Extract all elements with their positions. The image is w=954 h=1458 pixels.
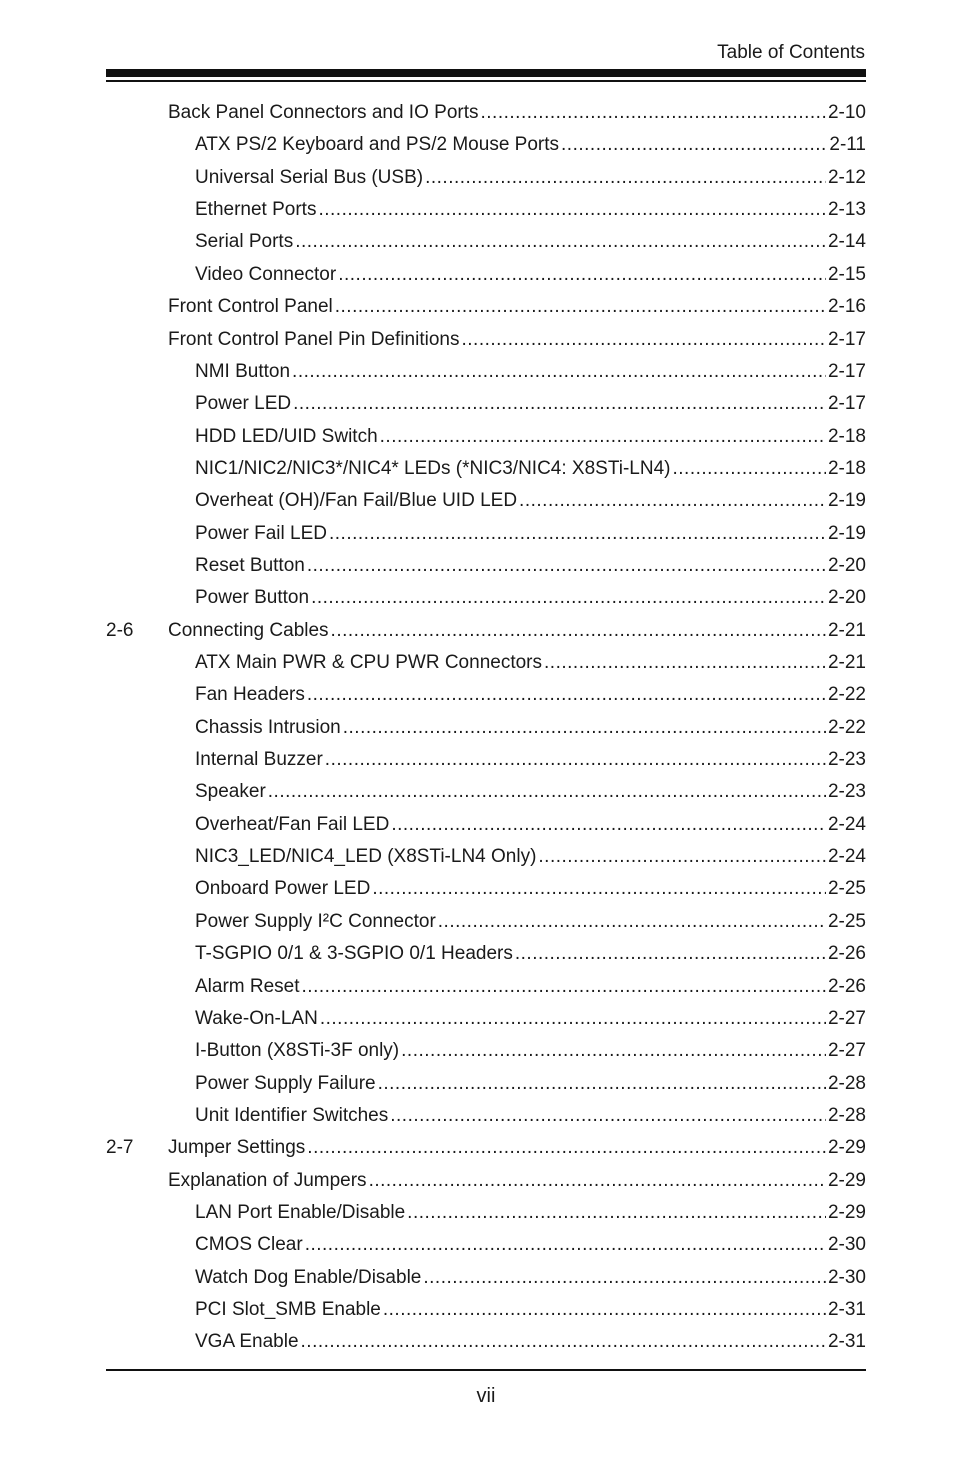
- toc-dot-leader: [538, 841, 826, 873]
- toc-row: [0, 1326, 954, 1358]
- toc-row: [0, 550, 954, 582]
- toc-row: [0, 647, 954, 679]
- toc-page-number: 2-10: [827, 102, 866, 123]
- toc-entry-title: Video Connector: [195, 263, 337, 285]
- toc-row: [0, 259, 954, 291]
- toc-dot-leader: [515, 938, 826, 970]
- toc-dot-leader: [425, 162, 826, 194]
- toc-page-number: 2-26: [827, 943, 866, 965]
- toc-dot-leader: [672, 453, 825, 485]
- toc-row: [0, 1229, 954, 1261]
- toc-dot-leader: [307, 679, 826, 711]
- toc-entry-link[interactable]: [195, 388, 866, 420]
- toc-page-number: 2-22: [827, 684, 866, 706]
- toc-row: [0, 971, 954, 1003]
- toc-dot-leader: [301, 1326, 826, 1358]
- toc-dot-leader: [372, 873, 826, 905]
- toc-row: [0, 776, 954, 808]
- toc-page-number: 2-16: [827, 296, 866, 318]
- toc-dot-leader: [292, 356, 826, 388]
- toc-entry-link[interactable]: [195, 518, 866, 550]
- toc-dot-leader: [302, 971, 826, 1003]
- toc-row: [0, 1294, 954, 1326]
- toc-dot-leader: [268, 776, 826, 808]
- toc-row: [0, 97, 954, 129]
- toc-page-number: 2-24: [827, 813, 866, 835]
- toc-dot-leader: [383, 1294, 826, 1326]
- toc-entry-title: Speaker: [195, 781, 266, 803]
- toc-entry-link[interactable]: [195, 194, 866, 226]
- toc-entry-link[interactable]: [168, 615, 866, 647]
- running-header-title: Table of Contents: [717, 42, 865, 63]
- toc-dot-leader: [390, 1100, 826, 1132]
- toc-entry-title: Watch Dog Enable/Disable: [195, 1266, 422, 1288]
- toc-dot-leader: [305, 1229, 826, 1261]
- toc-page-number: 2-20: [827, 554, 866, 576]
- toc-entry-title: PCI Slot_SMB Enable: [195, 1299, 381, 1320]
- toc-entry-link[interactable]: [195, 550, 866, 582]
- toc-page-number: 2-25: [827, 910, 866, 932]
- toc-row: [0, 938, 954, 970]
- toc-page-number: 2-17: [827, 393, 866, 415]
- toc-dot-leader: [335, 291, 826, 323]
- toc-page-number: 2-23: [827, 781, 866, 803]
- toc-page-number: 2-24: [827, 846, 866, 868]
- toc-page-number: 2-11: [829, 134, 866, 156]
- page-number: vii: [476, 1385, 496, 1407]
- toc-page-number: 2-15: [827, 263, 866, 285]
- toc-entry-link[interactable]: [195, 938, 866, 970]
- toc-entry-link[interactable]: [195, 1326, 866, 1358]
- toc-row: [0, 1035, 954, 1067]
- toc-page-number: 2-17: [827, 328, 866, 350]
- toc-entry-link[interactable]: [195, 162, 866, 194]
- toc-page-number: 2-29: [827, 1169, 866, 1191]
- toc-section-number: 2-7: [106, 1137, 134, 1159]
- toc-dot-leader: [320, 1003, 826, 1035]
- toc-row: [0, 744, 954, 776]
- toc-entry-link[interactable]: [195, 873, 866, 905]
- toc-page-number: 2-18: [827, 457, 866, 479]
- toc-row: [0, 582, 954, 614]
- toc-entry-title: Power LED: [195, 393, 292, 415]
- toc-entry-link[interactable]: [195, 421, 866, 453]
- toc-entry-link[interactable]: [195, 259, 866, 291]
- toc-row: [0, 356, 954, 388]
- toc-entry-title: Fan Headers: [195, 684, 305, 706]
- toc-entry-link[interactable]: [195, 1068, 866, 1100]
- toc-page-number: 2-30: [827, 1266, 866, 1288]
- toc-row: [0, 1197, 954, 1229]
- toc-page-number: 2-23: [827, 749, 866, 770]
- toc-entry-title: Internal Buzzer: [195, 749, 323, 770]
- toc-row: [0, 873, 954, 905]
- toc-entry-title: Serial Ports: [195, 231, 294, 253]
- toc-page-number: 2-30: [827, 1234, 866, 1256]
- toc-entry-title: Power Supply I²C Connector: [195, 910, 436, 932]
- toc-entry-title: NMI Button: [195, 360, 291, 382]
- toc-row: [0, 809, 954, 841]
- header-rule-thin: [106, 80, 866, 82]
- toc-row: [0, 129, 954, 161]
- toc-row: [0, 226, 954, 258]
- toc-dot-leader: [295, 226, 826, 258]
- toc-entry-title: Onboard Power LED: [195, 878, 371, 900]
- toc-dot-leader: [369, 1165, 826, 1197]
- toc-entry-title: Universal Serial Bus (USB): [195, 166, 424, 188]
- toc-entry-title: LAN Port Enable/Disable: [195, 1201, 406, 1223]
- toc-entry-link[interactable]: [195, 776, 866, 808]
- toc-entry-link[interactable]: [195, 356, 866, 388]
- toc-dot-leader: [329, 518, 826, 550]
- toc-entry-link[interactable]: [195, 841, 866, 873]
- toc-page-number: 2-21: [827, 619, 866, 641]
- toc-entry-link[interactable]: [195, 1262, 866, 1294]
- toc-page-number: 2-14: [827, 231, 866, 253]
- toc-page-number: 2-18: [827, 425, 866, 447]
- toc-row: [0, 453, 954, 485]
- toc-dot-leader: [461, 324, 825, 356]
- toc-row: [0, 194, 954, 226]
- toc-entry-link[interactable]: [195, 129, 866, 161]
- toc-entry-title: HDD LED/UID Switch: [195, 425, 378, 447]
- toc-row: [0, 712, 954, 744]
- toc-entry-title: Power Button: [195, 587, 310, 609]
- toc-dot-leader: [338, 259, 826, 291]
- toc-entry-title: Ethernet Ports: [195, 199, 317, 221]
- toc-entry-title: NIC3_LED/NIC4_LED (X8STi-LN4 Only): [195, 846, 537, 868]
- toc-entry-title: Unit Identifier Switches: [195, 1104, 389, 1126]
- toc-entry-link[interactable]: [195, 1100, 866, 1132]
- toc-dot-leader: [407, 1197, 826, 1229]
- toc-row: [0, 291, 954, 323]
- toc-row: [0, 615, 954, 647]
- toc-entry-title: Power Fail LED: [195, 522, 327, 544]
- toc-entry-link[interactable]: [195, 1197, 866, 1229]
- toc-row: [0, 485, 954, 517]
- toc-dot-leader: [423, 1262, 826, 1294]
- toc-page-number: 2-28: [827, 1072, 866, 1094]
- toc-entry-link[interactable]: [195, 1229, 866, 1261]
- toc-dot-leader: [307, 1132, 826, 1164]
- toc-entry-title: ATX PS/2 Keyboard and PS/2 Mouse Ports: [195, 134, 560, 156]
- toc-row: [0, 1068, 954, 1100]
- toc-dot-leader: [318, 194, 826, 226]
- toc-entry-title: Front Control Panel: [168, 296, 333, 318]
- toc-page-number: 2-12: [827, 166, 866, 188]
- toc-entry-link[interactable]: [168, 97, 866, 129]
- toc-entry-title: ATX Main PWR & CPU PWR Connectors: [195, 652, 543, 673]
- footer-rule: [106, 1369, 866, 1371]
- toc-page-number: 2-13: [827, 199, 866, 221]
- toc-page-number: 2-26: [827, 975, 866, 997]
- toc-entry-title: Chassis Intrusion: [195, 716, 341, 738]
- toc-dot-leader: [331, 615, 826, 647]
- toc-entry-title: Front Control Panel Pin Definitions: [168, 328, 460, 350]
- toc-entry-title: Power Supply Failure: [195, 1072, 376, 1094]
- toc-dot-leader: [380, 421, 826, 453]
- toc-entry-link[interactable]: [195, 453, 866, 485]
- toc-page-number: 2-31: [827, 1331, 866, 1353]
- toc-row: [0, 1262, 954, 1294]
- toc-entry-title: Explanation of Jumpers: [168, 1169, 367, 1191]
- header-rule-thick: [106, 69, 866, 77]
- toc-page-number: 2-20: [827, 587, 866, 609]
- toc-entry-link[interactable]: [195, 906, 866, 938]
- toc-dot-leader: [343, 712, 826, 744]
- toc-dot-leader: [481, 97, 826, 129]
- toc-entry-link[interactable]: [195, 485, 866, 517]
- toc-page-number: 2-28: [827, 1104, 866, 1126]
- toc-entry-title: Back Panel Connectors and IO Ports: [168, 102, 479, 123]
- toc-entry-title: Jumper Settings: [168, 1137, 306, 1159]
- toc-row: [0, 679, 954, 711]
- toc-dot-leader: [307, 550, 826, 582]
- toc-page-number: 2-19: [827, 522, 866, 544]
- toc-page-number: 2-29: [827, 1201, 866, 1223]
- toc-entry-title: Reset Button: [195, 554, 305, 576]
- toc-entry-link[interactable]: [195, 809, 866, 841]
- toc-entry-link[interactable]: [195, 679, 866, 711]
- toc-row: [0, 388, 954, 420]
- toc-row: [0, 518, 954, 550]
- toc-entry-link[interactable]: [168, 1165, 866, 1197]
- toc-row: [0, 906, 954, 938]
- toc-page-number: 2-19: [827, 490, 866, 512]
- toc-row: [0, 1003, 954, 1035]
- toc-entry-link[interactable]: [195, 226, 866, 258]
- toc-dot-leader: [561, 129, 827, 161]
- toc-page-number: 2-27: [827, 1007, 866, 1029]
- toc-entry-link[interactable]: [195, 647, 866, 679]
- toc-entry-link[interactable]: [168, 291, 866, 323]
- toc-dot-leader: [311, 582, 826, 614]
- toc-entry-title: VGA Enable: [195, 1331, 299, 1353]
- toc-entry-title: Overheat/Fan Fail LED: [195, 813, 390, 835]
- toc-page-number: 2-21: [827, 652, 866, 673]
- toc-entry-title: NIC1/NIC2/NIC3*/NIC4* LEDs (*NIC3/NIC4: X8STi-LN4): [195, 457, 671, 479]
- toc-dot-leader: [401, 1035, 826, 1067]
- toc-dot-leader: [544, 647, 826, 679]
- toc-dot-leader: [293, 388, 826, 420]
- toc-entry-title: T-SGPIO 0/1 & 3-SGPIO 0/1 Headers: [195, 943, 513, 965]
- toc-entry-title: Alarm Reset: [195, 975, 300, 997]
- toc-row: [0, 421, 954, 453]
- toc-row: [0, 324, 954, 356]
- toc-page-number: 2-22: [827, 716, 866, 738]
- toc-entry-link[interactable]: [195, 744, 866, 776]
- toc-dot-leader: [519, 485, 826, 517]
- toc-row: [0, 162, 954, 194]
- toc-entry-title: Connecting Cables: [168, 619, 329, 641]
- toc-row: [0, 1132, 954, 1164]
- toc-entry-link[interactable]: [195, 1294, 866, 1326]
- toc-page-number: 2-17: [827, 360, 866, 382]
- toc-entry-title: I-Button (X8STi-3F only): [195, 1040, 400, 1062]
- toc-page-number: 2-31: [827, 1299, 866, 1320]
- toc-entry-link[interactable]: [195, 712, 866, 744]
- toc-entry-link[interactable]: [195, 1035, 866, 1067]
- toc-row: [0, 1100, 954, 1132]
- toc-entry-title: Overheat (OH)/Fan Fail/Blue UID LED: [195, 490, 518, 512]
- toc-entry-title: Wake-On-LAN: [195, 1007, 318, 1029]
- toc-page-number: 2-29: [827, 1137, 866, 1159]
- toc-page-number: 2-27: [827, 1040, 866, 1062]
- toc-entry-link[interactable]: [168, 1132, 866, 1164]
- toc-dot-leader: [438, 906, 826, 938]
- toc-dot-leader: [325, 744, 826, 776]
- toc-row: [0, 1165, 954, 1197]
- toc-entry-link[interactable]: [195, 1003, 866, 1035]
- toc-dot-leader: [378, 1068, 826, 1100]
- toc-entry-link[interactable]: [195, 971, 866, 1003]
- toc-entry-link[interactable]: [195, 582, 866, 614]
- toc-entry-title: CMOS Clear: [195, 1234, 303, 1256]
- toc-row: [0, 841, 954, 873]
- toc-dot-leader: [391, 809, 826, 841]
- toc-entry-link[interactable]: [168, 324, 866, 356]
- toc-page-number: 2-25: [827, 878, 866, 900]
- toc-section-number: 2-6: [106, 619, 134, 641]
